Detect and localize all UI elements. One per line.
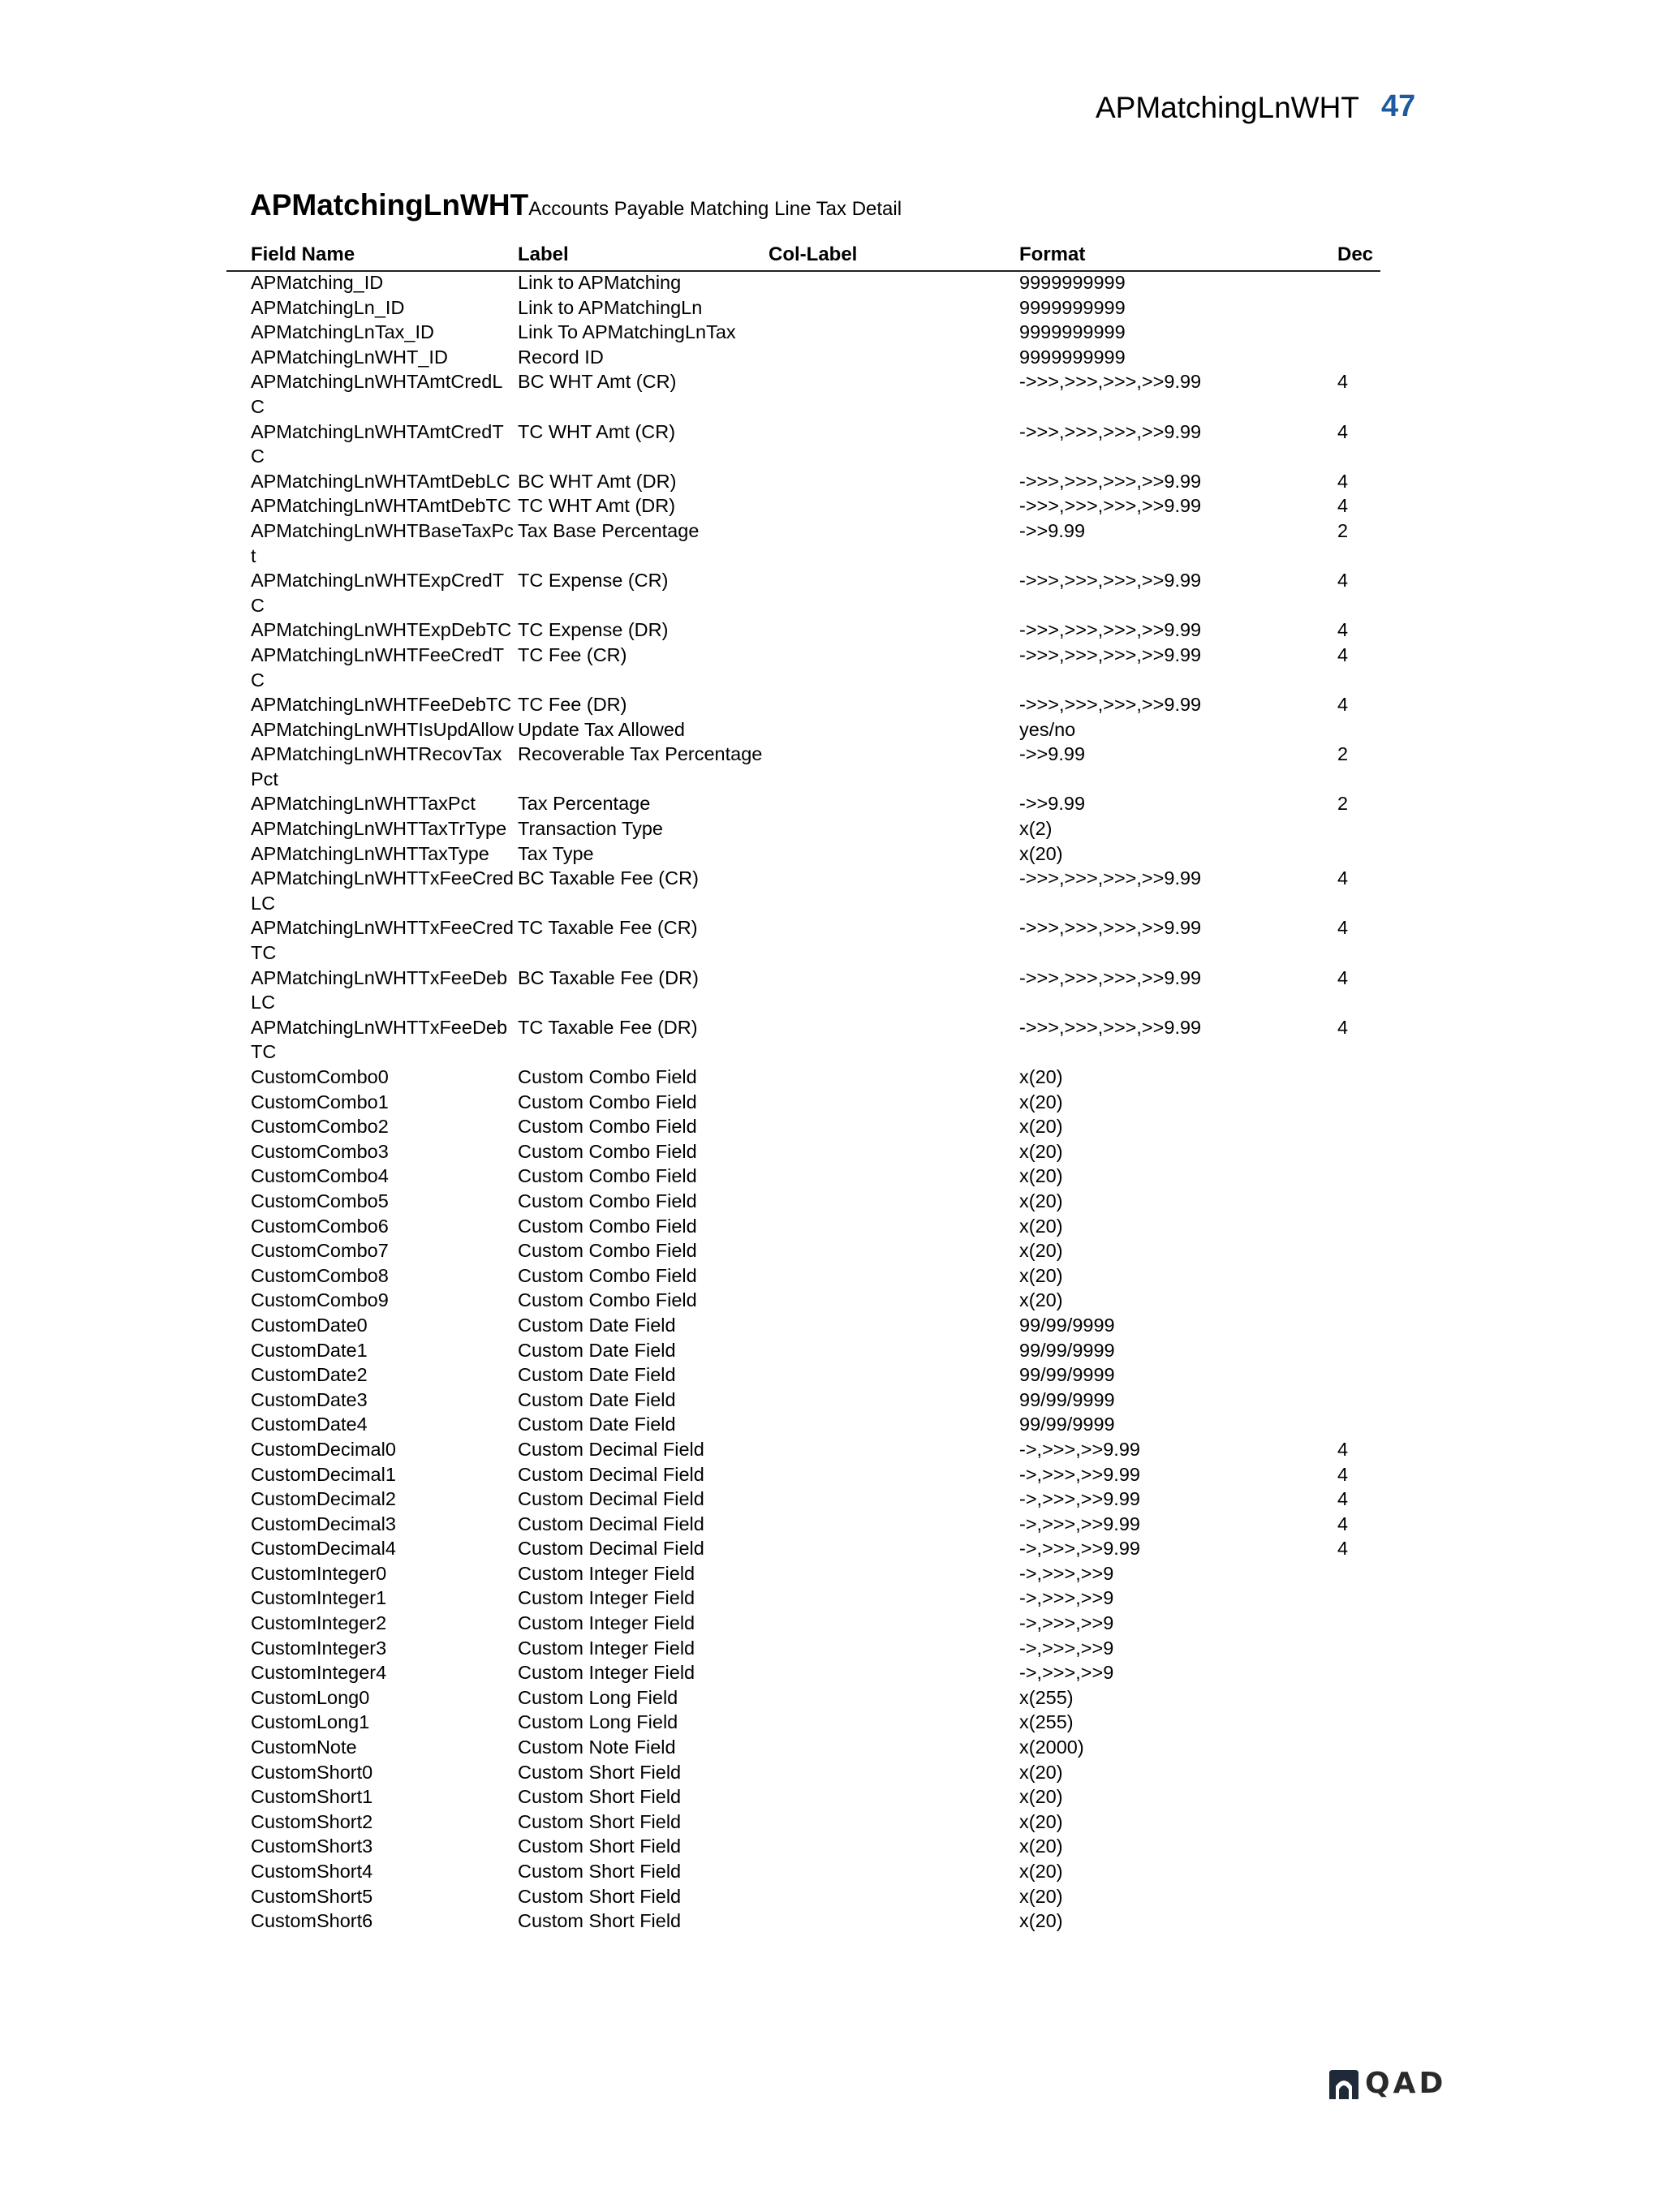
dec-cell: 4 <box>1337 966 1349 988</box>
table-row <box>0 816 1662 841</box>
field-name-cell: CustomCombo2 <box>251 1116 389 1138</box>
label-cell: Custom Decimal Field <box>518 1513 704 1534</box>
table-row <box>0 1735 1662 1760</box>
field-name-cell: CustomDate4 <box>251 1414 368 1435</box>
dec-cell: 2 <box>1337 743 1349 765</box>
page-number: 47 <box>1381 89 1416 123</box>
format-cell: ->>>,>>>,>>>,>>9.99 <box>1019 470 1202 492</box>
field-name-cell: CustomInteger1 <box>251 1587 387 1609</box>
field-name-cell: CustomCombo8 <box>251 1264 389 1286</box>
format-cell: ->>>,>>>,>>>,>>9.99 <box>1019 643 1202 665</box>
field-name-cell: APMatchingLnWHTTaxTrType <box>251 818 507 840</box>
format-cell: ->>>,>>>,>>>,>>9.99 <box>1019 966 1202 988</box>
label-cell: Custom Combo Field <box>518 1289 697 1311</box>
field-name-cell: CustomShort3 <box>251 1835 373 1857</box>
dec-cell: 4 <box>1337 1463 1349 1485</box>
format-cell: 99/99/9999 <box>1019 1414 1115 1435</box>
label-cell: Custom Integer Field <box>518 1637 695 1659</box>
format-cell: x(20) <box>1019 1165 1063 1187</box>
format-cell: ->,>>>,>>9.99 <box>1019 1463 1140 1485</box>
table-row <box>0 1388 1662 1413</box>
table-row <box>0 1164 1662 1189</box>
label-cell: Custom Long Field <box>518 1711 678 1733</box>
label-cell: Custom Short Field <box>518 1810 682 1832</box>
label-cell: Tax Type <box>518 842 594 864</box>
table-row <box>0 1561 1662 1586</box>
dec-cell: 4 <box>1337 643 1349 665</box>
table-row <box>0 1139 1662 1164</box>
label-cell: Custom Decimal Field <box>518 1438 704 1460</box>
field-name-cell: CustomDate3 <box>251 1388 368 1410</box>
table-row <box>0 643 1662 692</box>
table-row <box>0 1362 1662 1388</box>
table-row <box>0 841 1662 867</box>
table-row <box>0 420 1662 469</box>
field-name-cell: CustomShort0 <box>251 1761 373 1783</box>
label-cell: Tax Base Percentage <box>518 519 700 541</box>
table-row <box>0 1611 1662 1636</box>
table-description: Accounts Payable Matching Line Tax Detail <box>528 198 902 220</box>
field-name-cell: APMatchingLnTax_ID <box>251 321 434 343</box>
label-cell: Tax Percentage <box>518 793 651 815</box>
table-name: APMatchingLnWHT <box>250 188 529 222</box>
field-name-cell: CustomLong1 <box>251 1711 370 1733</box>
label-cell: Custom Combo Field <box>518 1116 697 1138</box>
field-name-cell: APMatchingLnWHTTaxType <box>251 842 489 864</box>
format-cell: x(20) <box>1019 1264 1063 1286</box>
dec-cell: 4 <box>1337 1488 1349 1510</box>
page-header-title: APMatchingLnWHT <box>1096 91 1359 124</box>
label-cell: Recoverable Tax Percentage <box>518 743 763 765</box>
field-name-cell: CustomShort2 <box>251 1810 373 1832</box>
table-row <box>0 1859 1662 1884</box>
field-name-cell: CustomCombo0 <box>251 1066 389 1087</box>
table-row <box>0 1338 1662 1363</box>
table-row <box>0 270 1662 295</box>
dec-cell: 2 <box>1337 793 1349 815</box>
format-cell: ->>9.99 <box>1019 519 1086 541</box>
format-cell: x(2000) <box>1019 1736 1084 1758</box>
table-row <box>0 1114 1662 1139</box>
format-cell: ->>>,>>>,>>>,>>9.99 <box>1019 694 1202 716</box>
table-row <box>0 1710 1662 1735</box>
field-name-cell: APMatchingLnWHTIsUpdAllow <box>251 718 514 740</box>
label-cell: Custom Combo Field <box>518 1190 697 1211</box>
label-cell: Custom Integer Field <box>518 1662 695 1684</box>
format-cell: ->,>>>,>>9.99 <box>1019 1538 1140 1560</box>
table-row <box>0 1760 1662 1785</box>
format-cell: x(255) <box>1019 1711 1074 1733</box>
dec-cell: 4 <box>1337 917 1349 939</box>
label-cell: BC Taxable Fee (CR) <box>518 867 699 889</box>
column-header-dec: Dec <box>1337 243 1374 265</box>
qad-logo-text: QAD <box>1365 2067 1447 2100</box>
format-cell: 9999999999 <box>1019 346 1126 368</box>
dec-cell: 4 <box>1337 867 1349 889</box>
format-cell: x(20) <box>1019 1861 1063 1882</box>
table-heading <box>250 188 902 222</box>
field-name-cell: APMatchingLnWHTExpDebTC <box>251 619 512 641</box>
field-name-cell: CustomInteger3 <box>251 1637 387 1659</box>
table-row <box>0 1784 1662 1810</box>
table-row <box>0 791 1662 816</box>
table-row <box>0 568 1662 618</box>
dec-cell: 4 <box>1337 1016 1349 1038</box>
qad-logo-icon <box>1328 2068 1360 2099</box>
label-cell: TC Taxable Fee (DR) <box>518 1016 698 1038</box>
format-cell: x(20) <box>1019 1786 1063 1808</box>
field-name-cell: CustomCombo7 <box>251 1240 389 1262</box>
label-cell: Custom Combo Field <box>518 1140 697 1162</box>
label-cell: Custom Combo Field <box>518 1165 697 1187</box>
format-cell: ->,>>>,>>9.99 <box>1019 1488 1140 1510</box>
table-row <box>0 1065 1662 1090</box>
field-name-cell: APMatchingLnWHTFeeCredTC <box>251 643 505 691</box>
table-row <box>0 295 1662 321</box>
field-name-cell: CustomDecimal2 <box>251 1488 396 1510</box>
format-cell: ->>>,>>>,>>>,>>9.99 <box>1019 420 1202 442</box>
dec-cell: 4 <box>1337 570 1349 592</box>
label-cell: TC Taxable Fee (CR) <box>518 917 698 939</box>
field-name-cell: CustomInteger0 <box>251 1562 387 1584</box>
format-cell: 9999999999 <box>1019 321 1126 343</box>
format-cell: ->>>,>>>,>>>,>>9.99 <box>1019 495 1202 517</box>
format-cell: x(20) <box>1019 842 1063 864</box>
format-cell: ->>>,>>>,>>>,>>9.99 <box>1019 371 1202 393</box>
format-cell: 99/99/9999 <box>1019 1314 1115 1336</box>
format-cell: x(20) <box>1019 1140 1063 1162</box>
table-row <box>0 966 1662 1015</box>
format-cell: ->,>>>,>>9 <box>1019 1562 1114 1584</box>
format-cell: x(255) <box>1019 1686 1074 1708</box>
label-cell: Custom Short Field <box>518 1861 682 1882</box>
field-table <box>0 270 1662 1934</box>
table-row <box>0 1810 1662 1835</box>
table-row <box>0 915 1662 965</box>
field-name-cell: APMatchingLnWHTTxFeeDebLC <box>251 966 508 1013</box>
format-cell: x(20) <box>1019 1190 1063 1211</box>
field-name-cell: APMatchingLnWHTAmtCredLC <box>251 371 503 417</box>
table-row <box>0 1189 1662 1214</box>
table-row <box>0 742 1662 791</box>
label-cell: Transaction Type <box>518 818 663 840</box>
field-name-cell: APMatchingLn_ID <box>251 296 405 318</box>
dec-cell: 4 <box>1337 694 1349 716</box>
table-row <box>0 1834 1662 1859</box>
label-cell: Custom Short Field <box>518 1885 682 1907</box>
table-row <box>0 1660 1662 1685</box>
label-cell: Custom Decimal Field <box>518 1538 704 1560</box>
format-cell: ->>>,>>>,>>>,>>9.99 <box>1019 570 1202 592</box>
label-cell: BC Taxable Fee (DR) <box>518 966 699 988</box>
column-header-col-label: Col-Label <box>769 243 858 265</box>
table-row <box>0 1412 1662 1437</box>
column-header-label: Label <box>518 243 569 265</box>
field-name-cell: CustomDecimal1 <box>251 1463 396 1485</box>
field-name-cell: CustomCombo1 <box>251 1091 389 1112</box>
dec-cell: 4 <box>1337 1438 1349 1460</box>
format-cell: x(20) <box>1019 1091 1063 1112</box>
label-cell: Custom Decimal Field <box>518 1488 704 1510</box>
field-name-cell: APMatchingLnWHTFeeDebTC <box>251 694 512 716</box>
field-name-cell: CustomDecimal0 <box>251 1438 396 1460</box>
column-headers <box>0 240 1662 269</box>
field-name-cell: CustomInteger2 <box>251 1612 387 1634</box>
field-name-cell: CustomShort5 <box>251 1885 373 1907</box>
dec-cell: 2 <box>1337 519 1349 541</box>
label-cell: Custom Decimal Field <box>518 1463 704 1485</box>
dec-cell: 4 <box>1337 371 1349 393</box>
table-row <box>0 1884 1662 1909</box>
format-cell: x(20) <box>1019 1215 1063 1237</box>
label-cell: Custom Date Field <box>518 1388 676 1410</box>
format-cell: x(20) <box>1019 1289 1063 1311</box>
label-cell: Custom Combo Field <box>518 1264 697 1286</box>
format-cell: ->,>>>,>>9.99 <box>1019 1438 1140 1460</box>
dec-cell: 4 <box>1337 470 1349 492</box>
field-name-cell: APMatchingLnWHTAmtDebTC <box>251 495 511 517</box>
table-row <box>0 1288 1662 1313</box>
table-row <box>0 717 1662 742</box>
label-cell: Update Tax Allowed <box>518 718 685 740</box>
label-cell: BC WHT Amt (DR) <box>518 470 677 492</box>
format-cell: x(20) <box>1019 1116 1063 1138</box>
label-cell: Custom Short Field <box>518 1786 682 1808</box>
field-name-cell: APMatchingLnWHT_ID <box>251 346 448 368</box>
field-name-cell: CustomNote <box>251 1736 357 1758</box>
field-name-cell: CustomShort1 <box>251 1786 373 1808</box>
label-cell: Custom Short Field <box>518 1910 682 1932</box>
table-row <box>0 345 1662 370</box>
format-cell: x(20) <box>1019 1910 1063 1932</box>
table-row <box>0 1015 1662 1065</box>
format-cell: ->>9.99 <box>1019 743 1086 765</box>
format-cell: x(20) <box>1019 1835 1063 1857</box>
format-cell: ->>9.99 <box>1019 793 1086 815</box>
table-row <box>0 369 1662 419</box>
label-cell: Custom Note Field <box>518 1736 676 1758</box>
field-name-cell: CustomLong0 <box>251 1686 370 1708</box>
format-cell: ->,>>>,>>9 <box>1019 1662 1114 1684</box>
field-name-cell: APMatchingLnWHTTxFeeCredLC <box>251 867 514 914</box>
format-cell: ->,>>>,>>9 <box>1019 1612 1114 1634</box>
format-cell: x(20) <box>1019 1761 1063 1783</box>
qad-logo <box>1328 2068 1446 2100</box>
table-row <box>0 1313 1662 1338</box>
format-cell: 99/99/9999 <box>1019 1364 1115 1386</box>
dec-cell: 4 <box>1337 619 1349 641</box>
column-header-format: Format <box>1019 243 1086 265</box>
label-cell: Custom Short Field <box>518 1835 682 1857</box>
table-row <box>0 1685 1662 1711</box>
table-row <box>0 618 1662 643</box>
table-row <box>0 1462 1662 1487</box>
field-name-cell: CustomDecimal4 <box>251 1538 396 1560</box>
table-row <box>0 519 1662 568</box>
field-name-cell: APMatchingLnWHTBaseTaxPct <box>251 519 514 566</box>
label-cell: TC WHT Amt (CR) <box>518 420 676 442</box>
format-cell: ->,>>>,>>9 <box>1019 1637 1114 1659</box>
table-row <box>0 320 1662 345</box>
format-cell: ->,>>>,>>9 <box>1019 1587 1114 1609</box>
label-cell: Custom Combo Field <box>518 1240 697 1262</box>
field-name-cell: APMatchingLnWHTTxFeeCredTC <box>251 917 514 964</box>
field-name-cell: APMatching_ID <box>251 272 384 293</box>
field-name-cell: APMatchingLnWHTExpCredTC <box>251 570 505 616</box>
label-cell: TC Fee (CR) <box>518 643 627 665</box>
label-cell: Link To APMatchingLnTax <box>518 321 736 343</box>
field-name-cell: CustomShort6 <box>251 1910 373 1932</box>
table-row <box>0 1512 1662 1537</box>
field-name-cell: CustomCombo3 <box>251 1140 389 1162</box>
field-name-cell: APMatchingLnWHTRecovTaxPct <box>251 743 502 790</box>
label-cell: Custom Combo Field <box>518 1215 697 1237</box>
label-cell: Custom Date Field <box>518 1314 676 1336</box>
table-row <box>0 1090 1662 1115</box>
field-name-cell: CustomDate0 <box>251 1314 368 1336</box>
table-row <box>0 1487 1662 1512</box>
label-cell: TC Expense (DR) <box>518 619 669 641</box>
field-name-cell: CustomCombo5 <box>251 1190 389 1211</box>
label-cell: Custom Integer Field <box>518 1562 695 1584</box>
format-cell: x(20) <box>1019 1810 1063 1832</box>
field-name-cell: APMatchingLnWHTAmtDebLC <box>251 470 510 492</box>
format-cell: ->,>>>,>>9.99 <box>1019 1513 1140 1534</box>
table-row <box>0 1909 1662 1934</box>
format-cell: x(20) <box>1019 1066 1063 1087</box>
dec-cell: 4 <box>1337 1538 1349 1560</box>
label-cell: TC WHT Amt (DR) <box>518 495 676 517</box>
table-row <box>0 1263 1662 1289</box>
field-name-cell: APMatchingLnWHTAmtCredTC <box>251 420 504 467</box>
table-row <box>0 493 1662 519</box>
table-row <box>0 1586 1662 1611</box>
format-cell: 9999999999 <box>1019 296 1126 318</box>
format-cell: 99/99/9999 <box>1019 1388 1115 1410</box>
label-cell: Record ID <box>518 346 604 368</box>
label-cell: Custom Integer Field <box>518 1587 695 1609</box>
label-cell: Link to APMatching <box>518 272 682 293</box>
table-row <box>0 1214 1662 1239</box>
dec-cell: 4 <box>1337 495 1349 517</box>
field-name-cell: CustomDate1 <box>251 1339 368 1361</box>
format-cell: x(2) <box>1019 818 1053 840</box>
field-name-cell: CustomCombo6 <box>251 1215 389 1237</box>
dec-cell: 4 <box>1337 420 1349 442</box>
format-cell: 9999999999 <box>1019 272 1126 293</box>
format-cell: x(20) <box>1019 1240 1063 1262</box>
field-name-cell: CustomInteger4 <box>251 1662 387 1684</box>
format-cell: ->>>,>>>,>>>,>>9.99 <box>1019 867 1202 889</box>
format-cell: ->>>,>>>,>>>,>>9.99 <box>1019 1016 1202 1038</box>
table-row <box>0 1437 1662 1462</box>
label-cell: BC WHT Amt (CR) <box>518 371 677 393</box>
table-row <box>0 1636 1662 1661</box>
field-name-cell: CustomDate2 <box>251 1364 368 1386</box>
label-cell: Custom Integer Field <box>518 1612 695 1634</box>
format-cell: ->>>,>>>,>>>,>>9.99 <box>1019 917 1202 939</box>
table-row <box>0 1238 1662 1263</box>
column-header-field-name: Field Name <box>251 243 355 265</box>
label-cell: Custom Date Field <box>518 1364 676 1386</box>
label-cell: Custom Date Field <box>518 1339 676 1361</box>
table-row <box>0 692 1662 717</box>
field-name-cell: CustomCombo9 <box>251 1289 389 1311</box>
label-cell: Link to APMatchingLn <box>518 296 703 318</box>
format-cell: 99/99/9999 <box>1019 1339 1115 1361</box>
table-row <box>0 1536 1662 1561</box>
format-cell: x(20) <box>1019 1885 1063 1907</box>
format-cell: yes/no <box>1019 718 1076 740</box>
label-cell: Custom Long Field <box>518 1686 678 1708</box>
label-cell: Custom Combo Field <box>518 1091 697 1112</box>
field-name-cell: APMatchingLnWHTTxFeeDebTC <box>251 1016 508 1063</box>
label-cell: Custom Short Field <box>518 1761 682 1783</box>
table-row <box>0 469 1662 494</box>
field-name-cell: CustomDecimal3 <box>251 1513 396 1534</box>
table-row <box>0 866 1662 915</box>
label-cell: Custom Combo Field <box>518 1066 697 1087</box>
label-cell: Custom Date Field <box>518 1414 676 1435</box>
field-name-cell: CustomShort4 <box>251 1861 373 1882</box>
field-name-cell: APMatchingLnWHTTaxPct <box>251 793 476 815</box>
format-cell: ->>>,>>>,>>>,>>9.99 <box>1019 619 1202 641</box>
label-cell: TC Fee (DR) <box>518 694 627 716</box>
dec-cell: 4 <box>1337 1513 1349 1534</box>
label-cell: TC Expense (CR) <box>518 570 669 592</box>
field-name-cell: CustomCombo4 <box>251 1165 389 1187</box>
